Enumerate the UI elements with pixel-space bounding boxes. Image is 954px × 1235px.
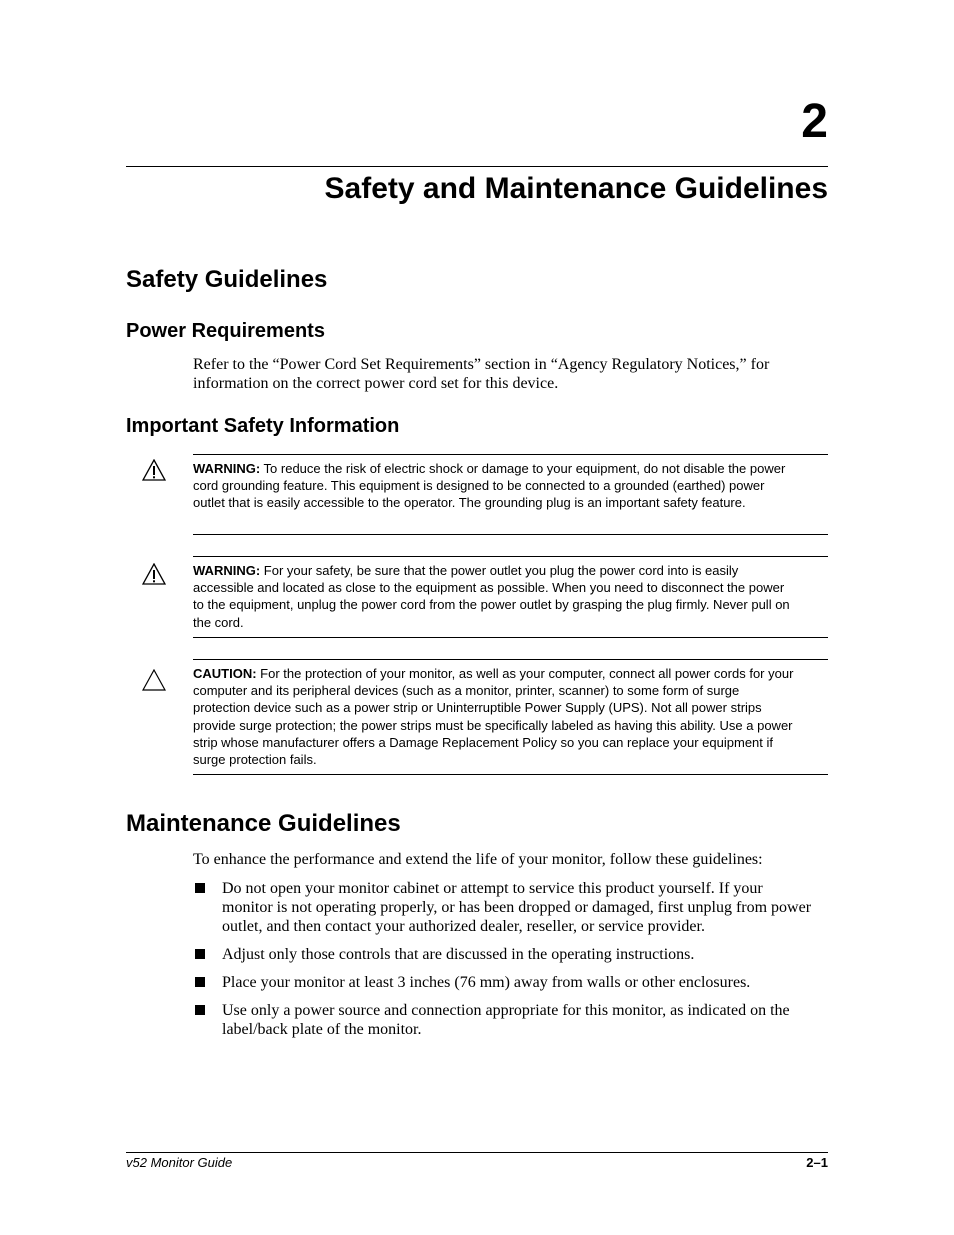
list-item-text: Adjust only those controls that are discussed in the operating instructions. — [222, 946, 695, 963]
power-requirements-text: Refer to the “Power Cord Set Requirements” section in “Agency Regulatory Notices,” for information on the correct power cord set for this device. — [193, 356, 770, 392]
warning-icon — [142, 459, 166, 481]
chapter-number: 2 — [801, 95, 828, 148]
power-requirements-heading: Power Requirements — [126, 320, 325, 342]
warning-notice — [193, 454, 828, 535]
caution-notice — [193, 659, 828, 775]
footer-rule — [126, 1152, 828, 1153]
list-item — [193, 945, 813, 964]
bullet-square-icon — [195, 1005, 205, 1015]
notice-label: WARNING: — [193, 563, 261, 578]
safety-guidelines-heading: Safety Guidelines — [126, 266, 328, 293]
important-safety-heading: Important Safety Information — [126, 415, 400, 437]
list-item-text: Use only a power source and connection appropriate for this monitor, as indicated on the label/back plate of the monitor. — [222, 1002, 790, 1038]
list-item — [193, 879, 813, 936]
bullet-square-icon — [195, 883, 205, 893]
notice-text: To reduce the risk of electric shock or damage to your equipment, do not disable the power cord grounding feature. This equipment is designed to be connected to a grounded (earthed) power outlet that is easily accessible to the operator. The grounding plug is an important safety feature. — [193, 461, 786, 511]
maintenance-guidelines-heading: Maintenance Guidelines — [126, 810, 401, 837]
list-item-text: Do not open your monitor cabinet or attempt to service this product yourself. If your monitor is not operating properly, or has been dropped or damaged, first unplug from power outlet, and then contact your authorized dealer, reseller, or service provider. — [222, 880, 812, 935]
list-item — [193, 973, 813, 992]
maintenance-intro: To enhance the performance and extend the life of your monitor, follow these guidelines: — [193, 851, 763, 868]
notice-label: CAUTION: — [193, 666, 257, 681]
list-item-text: Place your monitor at least 3 inches (76 mm) away from walls or other enclosures. — [222, 974, 751, 991]
caution-icon — [142, 669, 166, 691]
warning-icon — [142, 563, 166, 585]
notice-label: WARNING: — [193, 461, 261, 476]
bullet-square-icon — [195, 977, 205, 987]
notice-text: For your safety, be sure that the power outlet you plug the power cord into is easily accessible and located as close to the equipment as possible. When you need to disconnect the power to the equipment, unplug the power cord from the power outlet by grasping the plug firmly. Never pull on the cord. — [193, 563, 790, 630]
maintenance-list — [193, 879, 813, 1039]
bullet-square-icon — [195, 949, 205, 959]
footer-page-number: 2–1 — [806, 1155, 828, 1170]
chapter-title: Safety and Maintenance Guidelines — [324, 172, 828, 205]
list-item — [193, 1001, 813, 1039]
chapter-rule — [126, 166, 828, 167]
warning-notice — [193, 556, 828, 638]
notice-text: For the protection of your monitor, as well as your computer, connect all power cords for your computer and its peripheral devices (such as a monitor, printer, scanner) to some form of surge protection device such as a power strip or Uninterruptible Power Supply (UPS). Not all power strips provide surge protection; the power strips must be specifically labeled as having this ability. Use a power strip whose manufacturer offers a Damage Replacement Policy so you can replace your equipment if surge protection fails. — [193, 666, 794, 768]
footer-guide-title: v52 Monitor Guide — [126, 1155, 233, 1170]
